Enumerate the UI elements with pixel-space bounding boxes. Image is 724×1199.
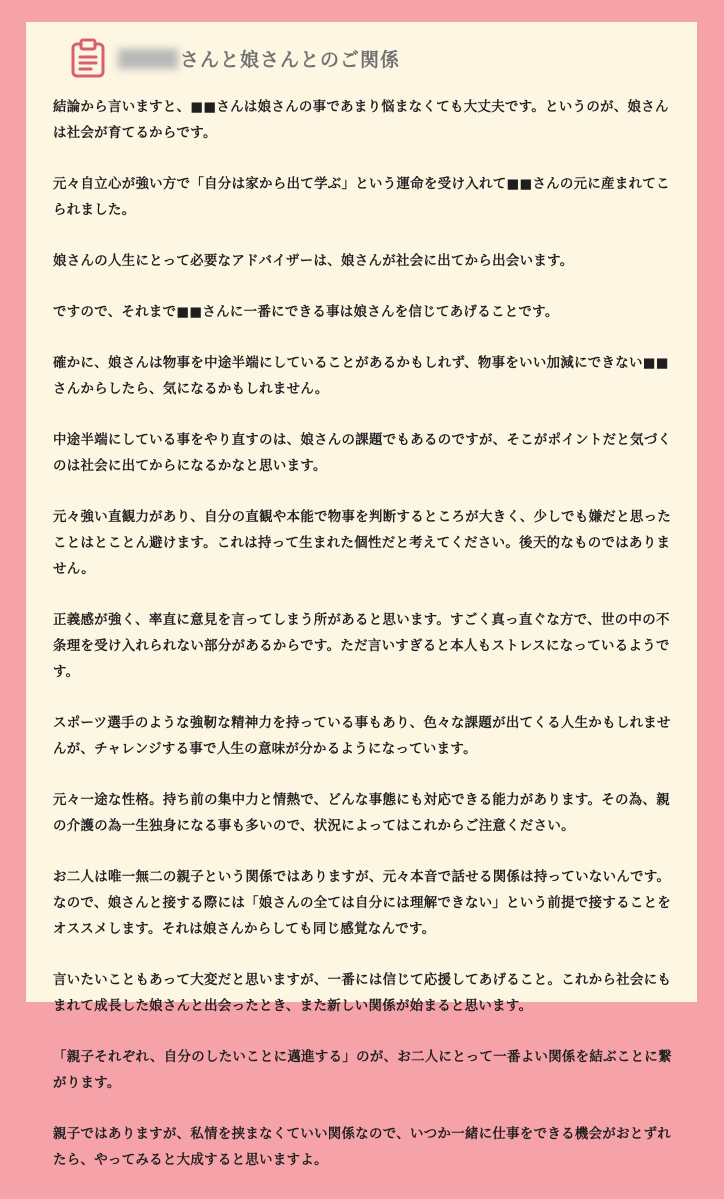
paragraph: 親子ではありますが、私情を挟まなくていい関係なので、いつか一緒に仕事をできる機会がおとずれたら、やってみると大成すると思いますよ。 — [53, 1127, 672, 1168]
paragraph: 確かに、娘さんは物事を中途半端にしていることがあるかもしれず、物事をいい加減にできない■■さんからしたら、気になるかもしれません。 — [53, 356, 669, 397]
paragraph: 「親子それぞれ、自分のしたいことに邁進する」のが、お二人にとって一番よい関係を結ぶことに繋がります。 — [53, 1050, 672, 1091]
paragraph: 娘さんの人生にとって必要なアドバイザーは、娘さんが社会に出てから出会います。 — [53, 254, 574, 269]
paragraph: 中途半端にしている事をやり直すのは、娘さんの課題でもあるのですが、そこがポイントだと気づくのは社会に出てからになるかなと思います。 — [53, 433, 672, 474]
clipboard-icon — [70, 38, 106, 78]
paragraph: 元々自立心が強い方で「自分は家から出て学ぶ」という運命を受け入れて■■さんの元に産まれてこられました。 — [53, 177, 670, 218]
document-sheet — [26, 22, 697, 1168]
redacted-name — [118, 49, 178, 69]
paragraph: スポーツ選手のような強靭な精神力を持っている事もあり、色々な課題が出てくる人生かもしれませんが、チャレンジする事で人生の意味が分かるようになっています。 — [53, 716, 671, 757]
paragraph: 結論から言いますと、■■さんは娘さんの事であまり悩まなくても大丈夫です。というのが、娘さんは社会が育てるからです。 — [53, 100, 669, 141]
paragraph: 元々強い直観力があり、自分の直観や本能で物事を判断するところが大きく、少しでも嫌だと思ったことはとことん避けます。これは持って生まれた個性だと考えてください。後天的なものではありません。 — [53, 510, 672, 577]
page-title-text: さんと娘さんとのご関係 — [180, 48, 401, 71]
paragraph: 元々一途な性格。持ち前の集中力と情熱で、どんな事態にも対応できる能力があります。その為、親の介護の為一生独身になる事も多いので、状況によってはこれからご注意ください。 — [53, 793, 670, 834]
page-title — [118, 45, 400, 72]
document-body — [53, 95, 673, 1199]
paragraph: お二人は唯一無二の親子という関係ではありますが、元々本音で話せる関係は持っていないんです。なので、娘さんと接する際には「娘さんの全ては自分には理解できない」という前提で接することをオススメします。それは娘さんからしても同じ感覚なんです。 — [53, 870, 672, 937]
paragraph: 言いたいこともあって大変だと思いますが、一番には信じて応援してあげること。これから社会にもまれて成長した娘さんと出会ったとき、また新しい関係が始まると思います。 — [53, 973, 672, 1014]
document-header — [70, 38, 400, 78]
paragraph: ですので、それまで■■さんに一番にできる事は娘さんを信じてあげることです。 — [53, 305, 559, 320]
paragraph: 正義感が強く、率直に意見を言ってしまう所があると思います。すごく真っ直ぐな方で、世の中の不条理を受け入れられない部分があるからです。ただ言いすぎると本人もストレスになっているようです。 — [53, 613, 670, 680]
